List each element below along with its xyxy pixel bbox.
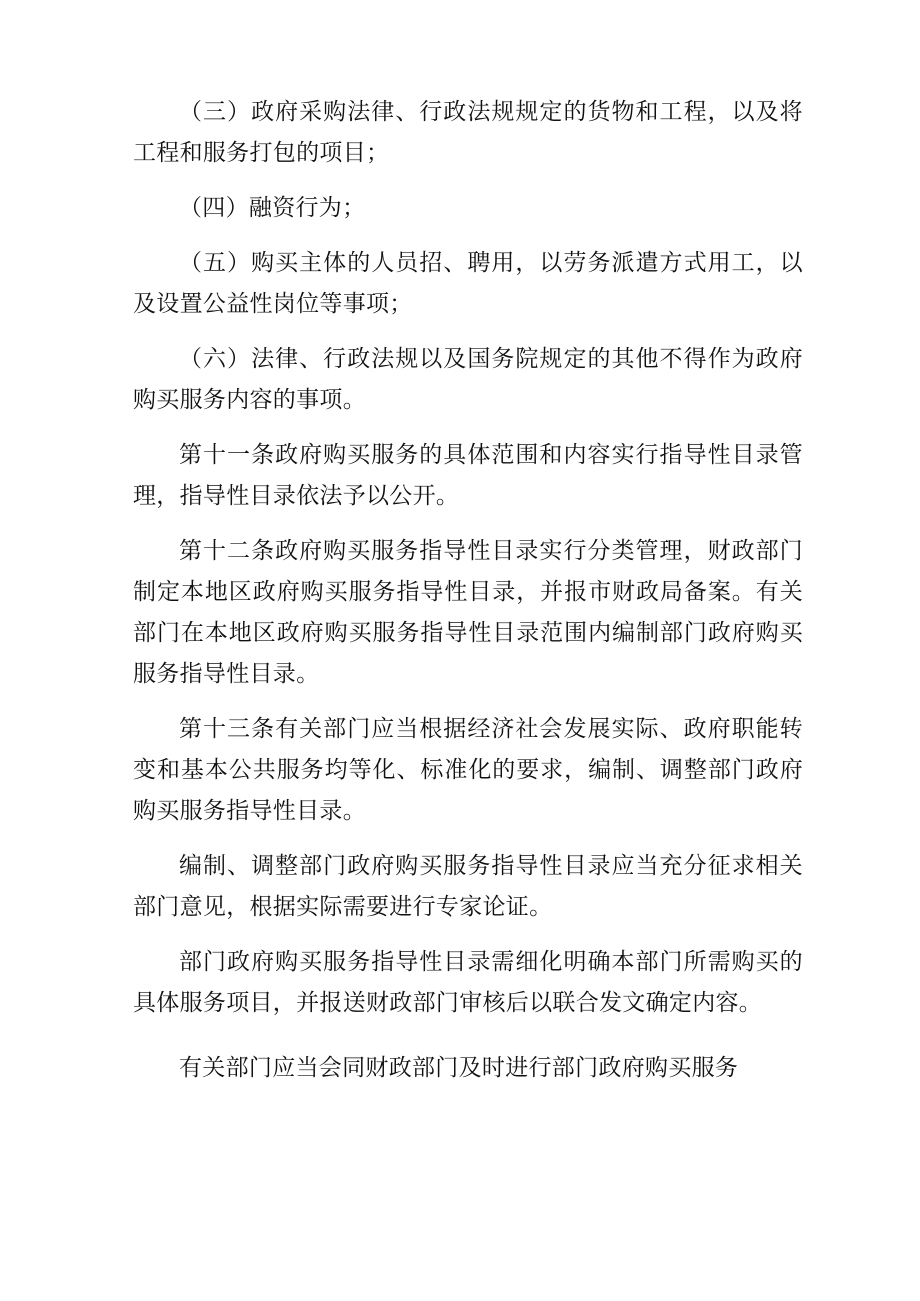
paragraph-directory-detail: 部门政府购买服务指导性目录需细化明确本部门所需购买的具体服务项目，并报送财政部门审核后以联合发文确定内容。 bbox=[133, 949, 803, 1016]
paragraph-directory-consultation: 编制、调整部门政府购买服务指导性目录应当充分征求相关部门意见，根据实际需要进行专家论证。 bbox=[133, 853, 803, 920]
paragraph-item-4: （四）融资行为； bbox=[179, 195, 366, 221]
document-body bbox=[133, 92, 803, 1103]
paragraph-article-13: 第十三条有关部门应当根据经济社会发展实际、政府职能转变和基本公共服务均等化、标准化的要求，编制、调整部门政府购买服务指导性目录。 bbox=[133, 716, 803, 824]
paragraph-directory-update: 有关部门应当会同财政部门及时进行部门政府购买服务 bbox=[179, 1055, 739, 1081]
paragraph-article-12: 第十二条政府购买服务指导性目录实行分类管理，财政部门制定本地区政府购买服务指导性目录，并报市财政局备案。有关部门在本地区政府购买服务指导性目录范围内编制部门政府购买服务指导性目录。 bbox=[133, 538, 803, 687]
paragraph-item-3: （三）政府采购法律、行政法规规定的货物和工程，以及将工程和服务打包的项目； bbox=[133, 99, 803, 166]
paragraph-article-11: 第十一条政府购买服务的具体范围和内容实行指导性目录管理，指导性目录依法予以公开。 bbox=[133, 442, 803, 509]
paragraph-item-5: （五）购买主体的人员招、聘用，以劳务派遣方式用工，以及设置公益性岗位等事项； bbox=[133, 250, 803, 317]
paragraph-item-6: （六）法律、行政法规以及国务院规定的其他不得作为政府购买服务内容的事项。 bbox=[133, 346, 803, 413]
